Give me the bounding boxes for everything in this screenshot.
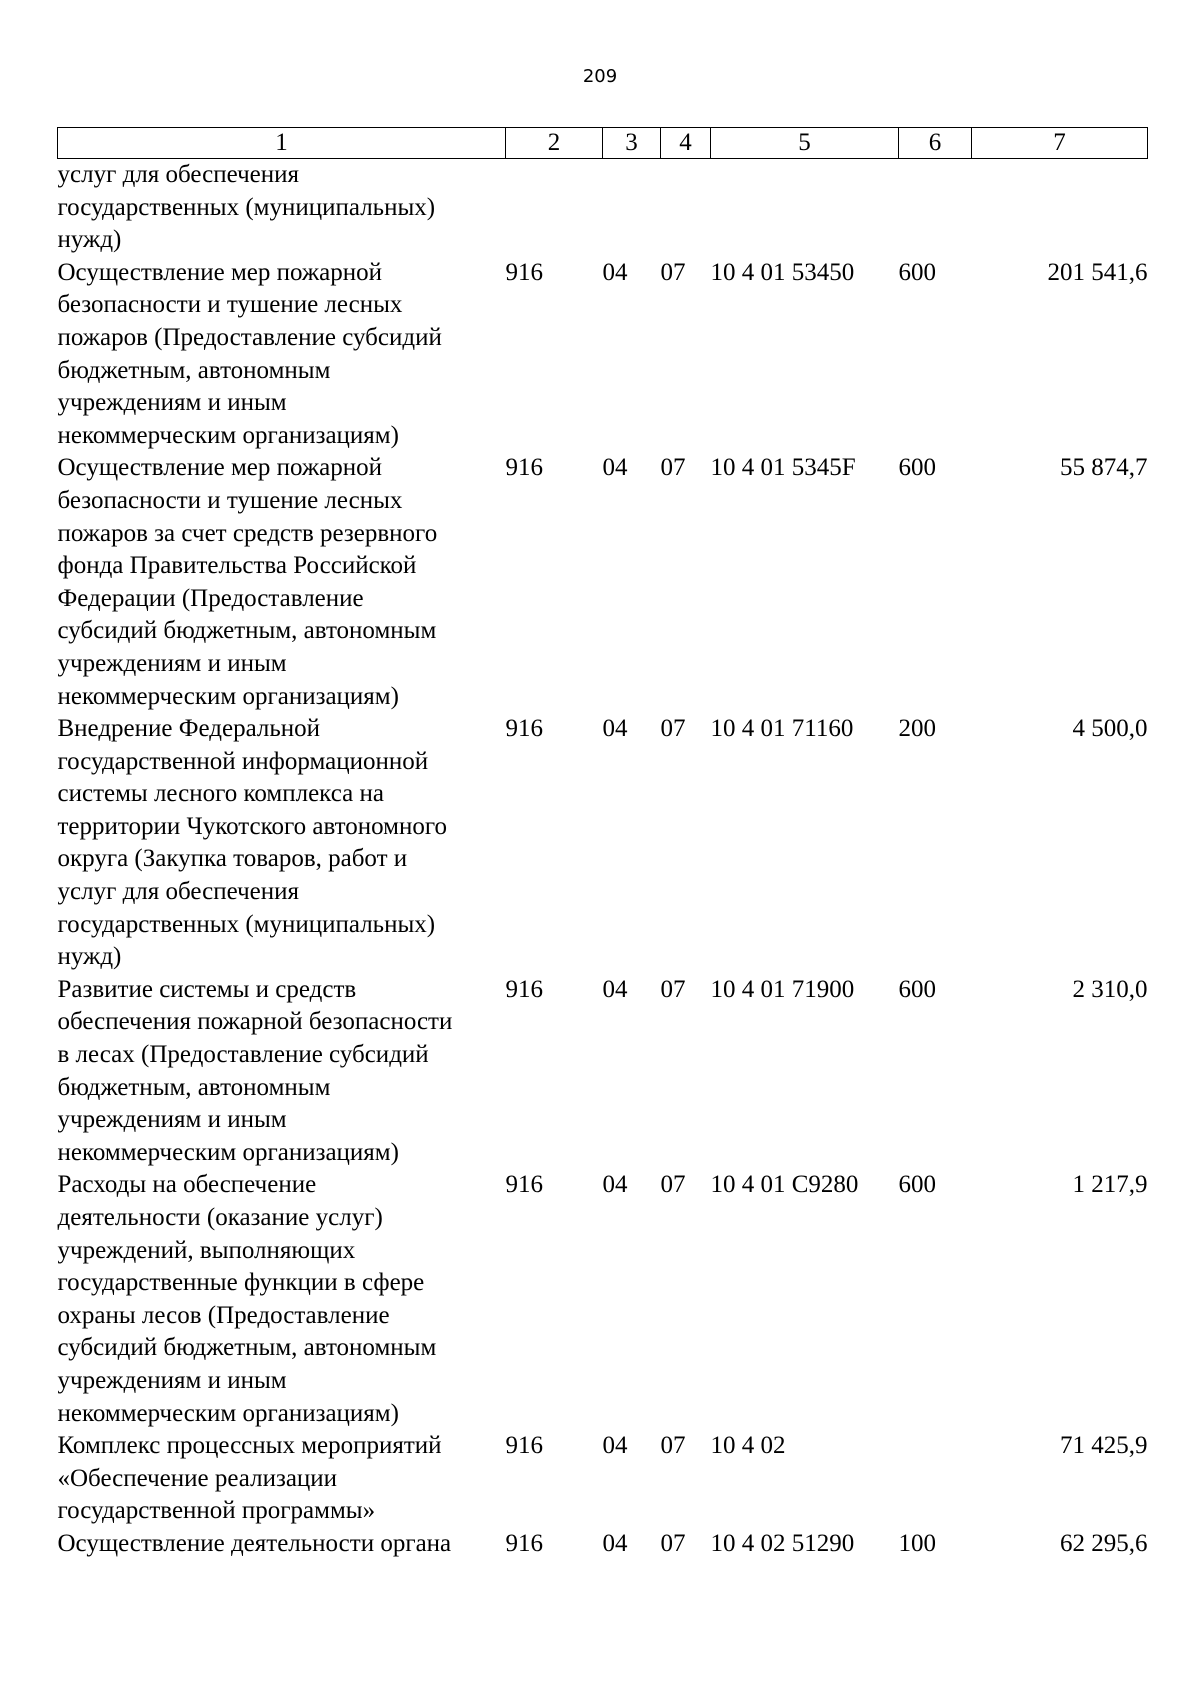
cell-gr: 916 [505,454,543,482]
description-line: системы лесного комплекса на [57,780,384,808]
cell-description [58,713,506,974]
description-line: пожаров (Предоставление субсидий [57,323,442,351]
cell-csr: 10 4 02 51290 [710,1529,855,1557]
description-line: некоммерческим организациям) [57,1138,399,1166]
description-line: субсидий бюджетным, автономным [57,617,437,645]
cell-description [58,159,506,257]
description-line: государственных (муниципальных) [57,193,436,221]
cell-amount: 55 874,7 [1060,454,1148,482]
cell-amount: 4 500,0 [1072,715,1148,743]
description-line: нужд) [57,943,122,971]
cell-gr: 916 [505,975,543,1003]
table-body [58,159,1148,1561]
cell-description [58,974,506,1170]
description-line: субсидий бюджетным, автономным [57,1334,437,1362]
cell-csr: 10 4 01 53450 [710,258,855,286]
cell-pr: 07 [660,1171,686,1199]
cell-rz: 04 [602,1529,628,1557]
description-line: Комплекс процессных мероприятий [57,1432,442,1460]
cell-description [58,452,506,713]
description-line: охраны лесов (Предоставление [57,1301,390,1329]
header-col-1: 1 [58,128,506,159]
description-line: деятельности (оказание услуг) [57,1204,383,1231]
cell-gr: 916 [505,1432,543,1460]
description-line: обеспечения пожарной безопасности [57,1008,453,1036]
description-line: Внедрение Федеральной [57,715,321,743]
description-line: государственной информационной [57,747,429,775]
cell-description [58,1169,506,1430]
cell-rz: 04 [602,454,628,482]
cell-rz: 04 [602,258,628,286]
cell-pr: 07 [660,975,686,1003]
table-row [58,159,1148,257]
cell-amount: 2 310,0 [1072,975,1148,1003]
cell-description [58,1430,506,1528]
description-line: услуг для обеспечения [57,878,300,906]
description-line: услуг для обеспечения [57,161,300,188]
table-row [58,974,1148,1170]
cell-vr: 600 [898,454,936,482]
description-line: Осуществление мер пожарной [57,454,383,482]
description-line: государственных (муниципальных) [57,910,436,938]
description-line: безопасности и тушение лесных [57,486,403,514]
header-col-6: 6 [899,128,972,159]
cell-amount: 201 541,6 [1047,258,1148,286]
header-col-4: 4 [661,128,711,159]
cell-csr: 10 4 01 С9280 [710,1171,859,1199]
description-line: бюджетным, автономным [57,356,331,384]
description-line: Развитие системы и средств [57,975,357,1003]
cell-vr [899,1430,972,1528]
cell-csr: 10 4 02 [710,1432,786,1460]
header-col-7: 7 [972,128,1148,159]
cell-pr [661,159,711,257]
header-col-3: 3 [603,128,661,159]
description-line: учреждениям и иным [57,1366,287,1394]
description-line: нужд) [57,226,122,254]
cell-amount [972,159,1148,257]
cell-pr: 07 [660,258,686,286]
description-line: государственной программы» [57,1497,376,1525]
cell-vr [899,159,972,257]
description-line: округа (Закупка товаров, работ и [57,845,408,873]
budget-table [57,127,1148,1561]
cell-csr: 10 4 01 5345F [710,454,856,482]
cell-amount: 62 295,6 [1060,1529,1148,1557]
cell-vr: 600 [898,1171,936,1199]
cell-pr: 07 [660,715,686,743]
cell-rz: 04 [602,1171,628,1199]
header-col-2: 2 [506,128,603,159]
description-line: учреждениям и иным [57,649,287,677]
description-line: «Обеспечение реализации [57,1464,338,1492]
description-line: Осуществление деятельности органа [57,1529,452,1557]
description-line: территории Чукотского автономного [57,812,447,840]
description-line: учреждениям и иным [57,1106,287,1134]
description-line: Федерации (Предоставление [57,584,364,612]
page-number: 209 [582,66,618,87]
cell-gr [506,159,603,257]
table-row [58,1528,1148,1561]
description-line: некоммерческим организациям) [57,1399,399,1427]
description-line: некоммерческим организациям) [57,682,399,710]
table-row [58,1169,1148,1430]
description-line: пожаров за счет средств резервного [57,519,438,547]
description-line: бюджетным, автономным [57,1073,331,1101]
cell-gr: 916 [505,258,543,286]
cell-gr: 916 [505,715,543,743]
cell-csr: 10 4 01 71160 [710,715,854,743]
header-col-5: 5 [711,128,899,159]
table-row [58,713,1148,974]
cell-vr: 100 [898,1529,936,1557]
table-row [58,257,1148,453]
cell-rz [603,159,661,257]
cell-amount: 71 425,9 [1060,1432,1148,1460]
cell-pr: 07 [660,1432,686,1460]
cell-csr [711,159,899,257]
description-line: некоммерческим организациям) [57,421,399,449]
description-line: Расходы на обеспечение [57,1171,317,1199]
cell-gr: 916 [505,1529,543,1557]
table-row [58,1430,1148,1528]
table-header [58,128,1148,159]
description-line: учреждений, выполняющих [57,1236,356,1264]
cell-rz: 04 [602,715,628,743]
description-line: фонда Правительства Российской [57,552,417,580]
cell-vr: 600 [898,258,936,286]
cell-description [58,1528,506,1561]
cell-description [58,257,506,453]
cell-csr: 10 4 01 71900 [710,975,855,1003]
cell-rz: 04 [602,1432,628,1460]
cell-rz: 04 [602,975,628,1003]
cell-pr: 07 [660,454,686,482]
description-line: государственные функции в сфере [57,1269,425,1297]
description-line: безопасности и тушение лесных [57,291,403,319]
cell-amount: 1 217,9 [1072,1171,1148,1199]
description-line: учреждениям и иным [57,389,287,417]
table-row [58,452,1148,713]
cell-vr: 600 [898,975,936,1003]
description-line: Осуществление мер пожарной [57,258,383,286]
header-row [58,128,1148,159]
cell-vr: 200 [898,715,936,743]
description-line: в лесах (Предоставление субсидий [57,1041,429,1069]
cell-pr: 07 [660,1529,686,1557]
cell-gr: 916 [505,1171,543,1199]
